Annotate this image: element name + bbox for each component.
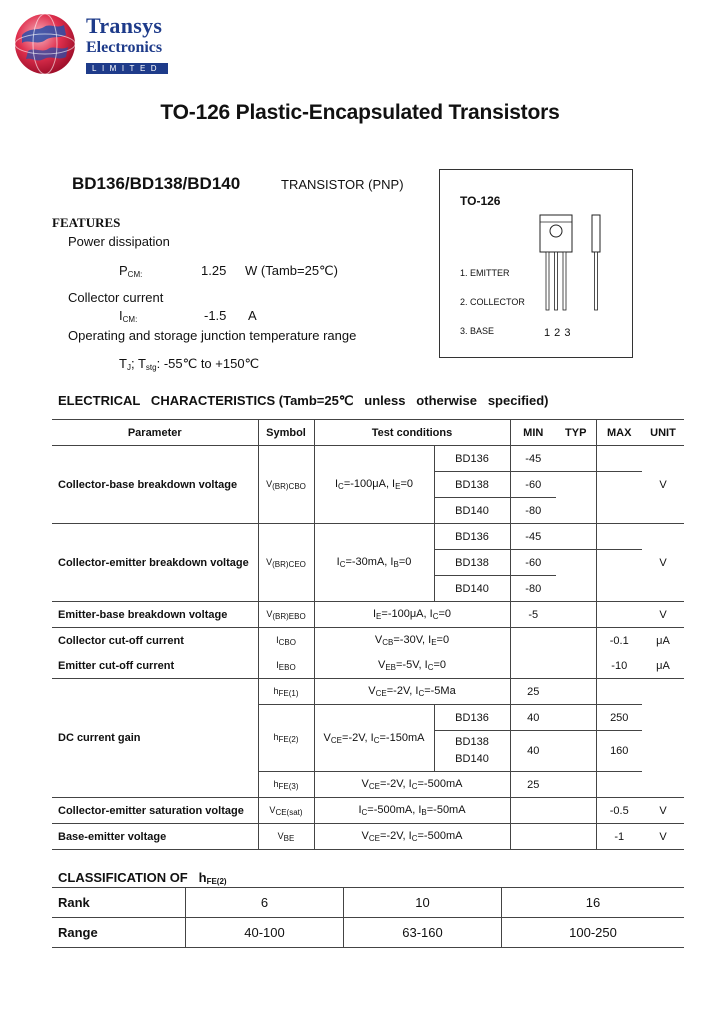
pin3-label: 3. BASE — [460, 326, 495, 336]
symbol-ce: $V_{(BR)CEO}$ — [258, 524, 314, 602]
header-test-conditions: Test conditions — [314, 420, 510, 446]
param-vbe: Base-emitter voltage — [52, 824, 258, 850]
max-cell: -10 — [596, 653, 642, 679]
electrical-characteristics-table — [52, 419, 684, 850]
rank-row — [52, 888, 684, 918]
symbol-icbo: $I_{CBO}$ — [258, 628, 314, 654]
param-vce-sat: Collector-emitter saturation voltage — [52, 798, 258, 824]
symbol-iebo: $I_{EBO}$ — [258, 653, 314, 679]
cond-eb: $I_E=-100\mu A$, $I_C=0$ — [314, 602, 510, 628]
part-cell: BD136 — [434, 705, 510, 731]
range-cell: 100-250 — [502, 918, 685, 948]
part-type: TRANSISTOR (PNP) — [281, 177, 404, 192]
pcm-symbol: $P_{CM:}$ — [119, 263, 143, 279]
max-cell: -0.1 — [596, 628, 642, 654]
header-max: MAX — [596, 420, 642, 446]
param-collector-base: Collector-base breakdown voltage — [52, 446, 258, 524]
unit-cell: μA — [642, 653, 684, 679]
brand-globe-logo — [14, 13, 76, 75]
symbol-hfe1: $h_{FE(1)}$ — [258, 679, 314, 705]
table-row — [52, 653, 684, 679]
cond-ce: $I_C=-30mA$, $I_B=0$ — [314, 524, 434, 602]
unit-cell: V — [642, 524, 684, 602]
header-unit: UNIT — [642, 420, 684, 446]
param-icbo: Collector cut-off current — [58, 634, 184, 647]
cond-hfe2: $V_{CE}=-2V$, $I_C=-150mA$ — [314, 705, 434, 772]
package-title: TO-126 — [460, 194, 501, 208]
table-row — [52, 824, 684, 850]
pin2-label: 2. COLLECTOR — [460, 297, 525, 307]
header-parameter: Parameter — [52, 420, 258, 446]
symbol-hfe2: $h_{FE(2)}$ — [258, 705, 314, 772]
part-cell: BD140 — [434, 576, 510, 602]
rank-label: Rank — [52, 888, 186, 918]
table-row — [52, 524, 684, 550]
part-cell: BD140 — [434, 498, 510, 524]
table-header-row — [52, 420, 684, 446]
unit-cell: V — [642, 824, 684, 850]
cond-vbe: $V_{CE}=-2V$, $I_C=-500mA$ — [314, 824, 510, 850]
min-cell: -45 — [510, 524, 556, 550]
max-cell: 250 — [596, 705, 642, 731]
min-cell: 40 — [510, 705, 556, 731]
brand-subtitle: Electronics — [86, 39, 163, 56]
table-row — [52, 679, 684, 705]
classification-heading: CLASSIFICATION OF $h_{FE(2)}$ — [58, 870, 227, 886]
header-symbol: Symbol — [258, 420, 314, 446]
temperature-range-label: Operating and storage junction temperature range — [68, 328, 357, 343]
rank-cell: 16 — [502, 888, 685, 918]
features-heading: FEATURES — [52, 215, 121, 230]
part-cell: BD136 — [434, 446, 510, 472]
pin1-label: 1. EMITTER — [460, 268, 510, 278]
to126-package-drawing — [535, 210, 605, 315]
symbol-hfe3: $h_{FE(3)}$ — [258, 772, 314, 798]
min-cell: 40 — [510, 731, 556, 772]
part-cell: BD138 — [434, 472, 510, 498]
min-cell: -45 — [510, 446, 556, 472]
symbol-cb: $V_{(BR)CBO}$ — [258, 446, 314, 524]
symbol-eb: $V_{(BR)EBO}$ — [258, 602, 314, 628]
brand-name: Transys — [86, 13, 163, 38]
min-cell: -80 — [510, 576, 556, 602]
min-cell: -5 — [510, 602, 556, 628]
header-min: MIN — [510, 420, 556, 446]
collector-current-label: Collector current — [68, 290, 164, 305]
unit-cell: μA — [656, 634, 670, 647]
unit-cell: V — [642, 602, 684, 628]
rank-cell: 10 — [344, 888, 502, 918]
page-title: TO-126 Plastic-Encapsulated Transistors — [160, 101, 560, 124]
range-cell: 63-160 — [344, 918, 502, 948]
part-cell: BD138 BD140 — [434, 731, 510, 772]
range-row — [52, 918, 684, 948]
header-typ: TYP — [556, 420, 596, 446]
table-row — [52, 628, 684, 654]
icm-symbol: $I_{CM:}$ — [119, 308, 138, 324]
cond-hfe1: $V_{CE}=-2V$, $I_C=-5Ma$ — [314, 679, 510, 705]
max-cell: 160 — [596, 731, 642, 772]
unit-cell: V — [642, 798, 684, 824]
min-cell: 25 — [510, 772, 556, 798]
electrical-heading: ELECTRICAL CHARACTERISTICS (Tamb=25℃ unless otherwise specified) — [58, 393, 549, 408]
rank-cell: 6 — [186, 888, 344, 918]
unit-cell: V — [642, 446, 684, 524]
icm-unit: A — [248, 308, 257, 323]
param-emitter-base: Emitter-base breakdown voltage — [52, 602, 258, 628]
pcm-value: 1.25 — [201, 263, 227, 278]
range-label: Range — [52, 918, 186, 948]
table-row — [52, 798, 684, 824]
cond-iebo: $V_{EB}=-5V$, $I_C=0$ — [314, 653, 510, 679]
symbol-vbe: $V_{BE}$ — [258, 824, 314, 850]
part-cell: BD138 — [434, 550, 510, 576]
classification-table — [52, 887, 684, 948]
brand-block — [86, 14, 168, 76]
table-row — [52, 446, 684, 472]
pcm-unit: W (Tamb=25℃) — [245, 263, 338, 278]
param-collector-emitter: Collector-emitter breakdown voltage — [52, 524, 258, 602]
cond-hfe3: $V_{CE}=-2V$, $I_C=-500mA$ — [314, 772, 510, 798]
min-cell: 25 — [510, 679, 556, 705]
brand-limited: LIMITED — [86, 63, 168, 74]
icm-value: -1.5 — [204, 308, 227, 323]
part-cell: BD136 — [434, 524, 510, 550]
table-row — [52, 602, 684, 628]
power-dissipation-label: Power dissipation — [68, 234, 170, 249]
cond-cb: $I_C=-100\mu A$, $I_E=0$ — [314, 446, 434, 524]
cond-icbo: $V_{CB}=-30V$, $I_E=0$ — [314, 628, 510, 654]
param-iebo: Emitter cut-off current — [52, 653, 258, 679]
temperature-range-value: $T_J$; $T_{stg}$: -55℃ to +150℃ — [119, 356, 260, 372]
min-cell: -60 — [510, 472, 556, 498]
range-cell: 40-100 — [186, 918, 344, 948]
max-cell: -0.5 — [596, 798, 642, 824]
pin-numbers: 1 2 3 — [544, 327, 571, 339]
symbol-vcesat: $V_{CE(sat)}$ — [258, 798, 314, 824]
param-dc-current-gain: DC current gain — [52, 679, 258, 798]
max-cell: -1 — [596, 824, 642, 850]
cond-vcesat: $I_C=-500mA$, $I_B=-50mA$ — [314, 798, 510, 824]
min-cell: -80 — [510, 498, 556, 524]
min-cell: -60 — [510, 550, 556, 576]
part-numbers: BD136/BD138/BD140 — [72, 174, 241, 193]
